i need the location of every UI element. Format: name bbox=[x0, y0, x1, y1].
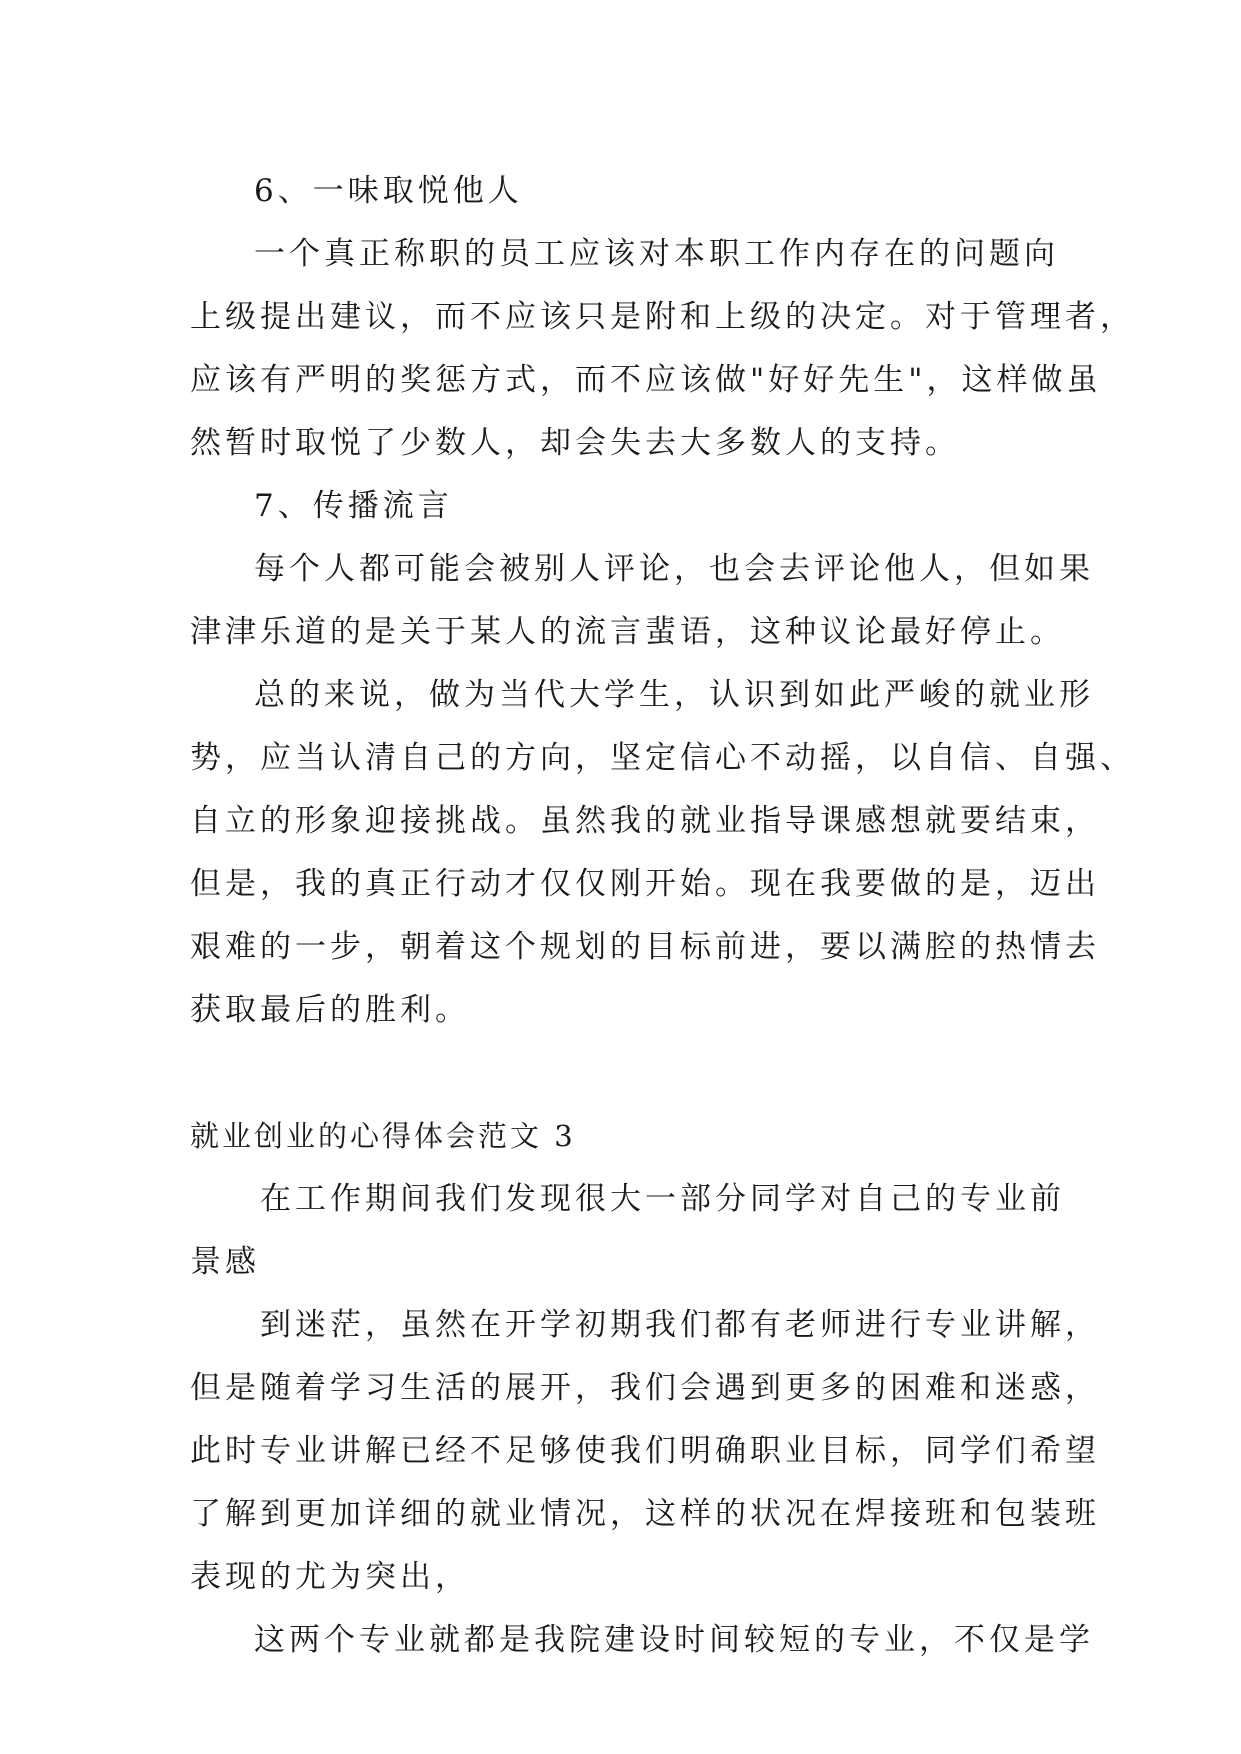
paragraph-line: 然暂时取悦了少数人，却会失去大多数人的支持。 bbox=[190, 425, 960, 461]
section-heading-7: 7、传播流言 bbox=[254, 488, 453, 524]
paragraph-line: 一个真正称职的员工应该对本职工作内存在的问题向 bbox=[254, 236, 1059, 272]
paragraph-line: 此时专业讲解已经不足够使我们明确职业目标，同学们希望 bbox=[190, 1433, 1100, 1469]
paragraph-line: 表现的尤为突出， bbox=[190, 1559, 470, 1595]
paragraph-line: 到迷茫，虽然在开学初期我们都有老师进行专业讲解， bbox=[260, 1307, 1100, 1343]
paragraph-line: 这两个专业就都是我院建设时间较短的专业，不仅是学 bbox=[254, 1622, 1094, 1658]
paragraph-line: 总的来说，做为当代大学生，认识到如此严峻的就业形 bbox=[254, 677, 1094, 713]
essay-title: 就业创业的心得体会范文 3 bbox=[190, 1119, 576, 1153]
paragraph-line: 应该有严明的奖惩方式，而不应该做"好好先生"，这样做虽 bbox=[190, 362, 1102, 398]
paragraph-line: 但是，我的真正行动才仅仅刚开始。现在我要做的是，迈出 bbox=[190, 866, 1100, 902]
paragraph-line: 艰难的一步，朝着这个规划的目标前进，要以满腔的热情去 bbox=[190, 929, 1100, 965]
document-body bbox=[190, 160, 1135, 1672]
paragraph-gap bbox=[190, 1042, 1050, 1105]
section-heading-6: 6、一味取悦他人 bbox=[254, 173, 523, 209]
paragraph-line: 自立的形象迎接挑战。虽然我的就业指导课感想就要结束， bbox=[190, 803, 1100, 839]
paragraph-line: 景感 bbox=[190, 1244, 260, 1280]
paragraph-line: 获取最后的胜利。 bbox=[190, 992, 470, 1028]
paragraph-line: 势，应当认清自己的方向，坚定信心不动摇，以自信、自强、 bbox=[190, 740, 1135, 776]
paragraph-line: 津津乐道的是关于某人的流言蜚语，这种议论最好停止。 bbox=[190, 614, 1065, 650]
paragraph-line: 但是随着学习生活的展开，我们会遇到更多的困难和迷惑， bbox=[190, 1370, 1100, 1406]
paragraph-line: 在工作期间我们发现很大一部分同学对自己的专业前 bbox=[260, 1181, 1065, 1217]
paragraph-line: 了解到更加详细的就业情况，这样的状况在焊接班和包装班 bbox=[190, 1496, 1100, 1532]
paragraph-line: 上级提出建议，而不应该只是附和上级的决定。对于管理者， bbox=[190, 299, 1135, 335]
paragraph-line: 每个人都可能会被别人评论，也会去评论他人，但如果 bbox=[254, 551, 1094, 587]
